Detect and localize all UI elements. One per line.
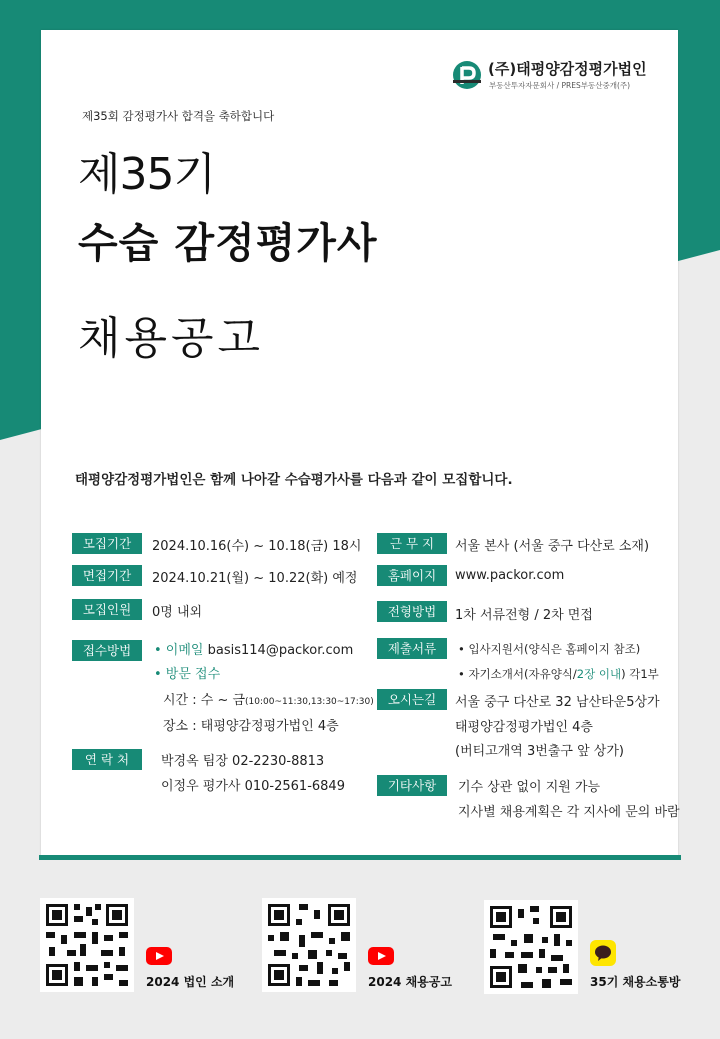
docs-1: • 입사지원서(양식은 홈페이지 참조) [458, 642, 641, 656]
process-label: 전형방법 [377, 601, 447, 622]
docs-label: 제출서류 [377, 638, 447, 659]
youtube-icon[interactable] [146, 947, 172, 965]
qr-code-company-intro[interactable] [40, 898, 134, 992]
process-value: 1차 서류전형 / 2차 면접 [455, 608, 593, 623]
card-bottom-border [39, 855, 681, 860]
qr-pattern-3 [484, 900, 578, 994]
kakaotalk-icon[interactable] [590, 940, 616, 966]
docs-2-suffix: ) 각1부 [621, 667, 659, 681]
count-value: 0명 내외 [152, 605, 203, 620]
docs-2-highlight: 2장 이내 [576, 667, 622, 681]
intro-text: 태평양감정평가법인은 함께 나아갈 수습평가사를 다음과 같이 모집합니다. [75, 472, 513, 488]
method-visit: • 방문 접수 [154, 667, 221, 682]
method-time-prefix: 시간 : 수 ~ 금 [163, 693, 246, 708]
interview-label: 면접기간 [72, 565, 142, 586]
method-email-prefix: • 이메일 [154, 643, 204, 658]
location-value: 서울 본사 (서울 중구 다산로 소재) [455, 539, 650, 554]
contact-2: 이정우 평가사 010-2561-6849 [161, 779, 345, 794]
count-label: 모집인원 [72, 599, 142, 620]
period-value: 2024.10.16(수) ~ 10.18(금) 18시 [152, 539, 362, 554]
qr-caption-company-intro: 2024 법인 소개 [146, 975, 235, 989]
period-label: 모집기간 [72, 533, 142, 554]
method-label: 접수방법 [72, 640, 142, 661]
qr-caption-kakao-chat: 35기 채용소통방 [590, 975, 681, 989]
method-time-line [163, 689, 374, 708]
docs-2 [458, 666, 659, 682]
method-email-line [154, 639, 353, 658]
company-name: (주)태평양감정평가법인 [488, 60, 647, 78]
qr-caption-recruitment: 2024 채용공고 [368, 975, 452, 989]
method-time-hours: (10:00~11:30,13:30~17:30) [245, 697, 374, 707]
company-emblem-icon [452, 60, 482, 90]
qr-pattern-2 [262, 898, 356, 992]
method-place: 장소 : 태평양감정평가법인 4층 [163, 719, 339, 734]
method-email-link[interactable]: basis114@packor.com [207, 643, 354, 658]
directions-2: 태평양감정평가법인 4층 [455, 720, 593, 735]
location-label: 근 무 지 [377, 533, 447, 554]
title-line-1: 제35기 [78, 149, 215, 200]
etc-2: 지사별 채용계획은 각 지사에 문의 바람 [458, 805, 680, 820]
qr-pattern-1 [40, 898, 134, 992]
etc-label: 기타사항 [377, 775, 447, 796]
congrats-text: 제35회 감정평가사 합격을 축하합니다 [82, 109, 275, 123]
interview-value: 2024.10.21(월) ~ 10.22(화) 예정 [152, 571, 358, 586]
contact-label: 연 락 처 [72, 749, 142, 770]
title-line-3: 채용공고 [78, 313, 265, 364]
directions-label: 오시는길 [377, 689, 447, 710]
directions-1: 서울 중구 다산로 32 남산타운5상가 [455, 695, 660, 710]
qr-code-recruitment[interactable] [262, 898, 356, 992]
title-line-2: 수습 감정평가사 [78, 219, 378, 267]
homepage-label: 홈페이지 [377, 565, 447, 586]
docs-2-prefix: • 자기소개서(자유양식/ [458, 667, 577, 681]
qr-code-kakao-chat[interactable] [484, 900, 578, 994]
contact-1: 박경옥 팀장 02-2230-8813 [161, 754, 325, 769]
directions-3: (버티고개역 3번출구 앞 상가) [455, 744, 624, 759]
youtube-icon[interactable] [368, 947, 394, 965]
etc-1: 기수 상관 없이 지원 가능 [458, 780, 601, 795]
homepage-link[interactable]: www.packor.com [455, 568, 565, 583]
company-subtitle: 부동산투자자문회사 / PRES부동산중개(주) [489, 81, 631, 90]
company-logo [452, 56, 678, 106]
